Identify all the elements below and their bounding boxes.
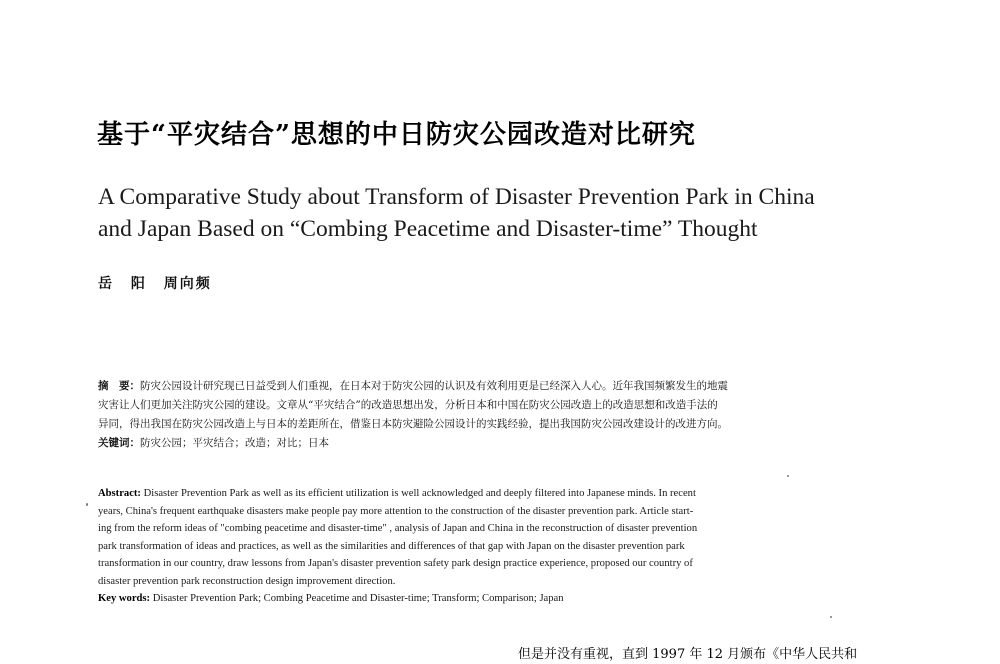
english-keywords-text: Disaster Prevention Park; Combing Peacetime and Disaster-time; Transform; Comparison; Japan: [150, 593, 564, 604]
chinese-abstract-label: 摘 要：: [98, 380, 140, 392]
english-abstract-line: ing from the reform ideas of "combing peacetime and disaster-time" , analysis of Japan and China in the reconstruction of disaster prevention: [98, 523, 698, 534]
chinese-abstract-line: 灾害让人们更加关注防灾公园的建设。文章从“平灾结合”的改造思想出发，分析日本和中国在防灾公园改造上的改造思想和改造手法的: [98, 399, 718, 411]
english-keywords-label: Key words:: [98, 593, 151, 604]
english-abstract: [98, 485, 900, 608]
english-abstract-line: years, China's frequent earthquake disasters make people pay more attention to the construction of the disaster prevention park. Article start-: [98, 505, 694, 517]
chinese-abstract: [98, 377, 900, 453]
scan-speck: [787, 475, 789, 477]
chinese-abstract-text: 防灾公园设计研究现已日益受到人们重视，在日本对于防灾公园的认识及有效利用更是已经深入人心。近年我国频繁发生的地震: [140, 380, 728, 392]
english-title-line-2: and Japan Based on “Combing Peacetime and Disaster-time” Thought: [98, 216, 758, 242]
chinese-title: 基于“平灾结合”思想的中日防灾公园改造对比研究: [97, 120, 696, 150]
scan-speck: [86, 503, 88, 506]
chinese-abstract-line: [98, 377, 900, 396]
english-title-line-1: A Comparative Study about Transform of Disaster Prevention Park in China: [98, 184, 815, 210]
english-title: [98, 181, 918, 245]
english-abstract-text: Disaster Prevention Park as well as its efficient utilization is well acknowledged and deeply filtered into Japanese minds. In recent: [140, 488, 696, 499]
authors: 岳 阳 周向频: [98, 276, 212, 292]
chinese-keywords: [98, 434, 900, 453]
english-abstract-line: [98, 485, 900, 503]
english-abstract-line: transformation in our country, draw lessons from Japan's disaster prevention safety park design practice experience, proposed our country of: [98, 558, 693, 569]
body-text-start: 但是并没有重视，直到 1997 年 12 月颁布《中华人民共和: [518, 647, 858, 662]
english-abstract-line: park transformation of ideas and practices, as well as the similarities and differences of that gap with Japan on the disaster prevention park: [98, 540, 685, 552]
chinese-keywords-label: 关键词：: [98, 437, 140, 449]
english-keywords: [98, 590, 900, 608]
chinese-abstract-line: 异同，得出我国在防灾公园改造上与日本的差距所在，借鉴日本防灾避险公园设计的实践经验，提出我国防灾公园改建设计的改进方向。: [98, 418, 728, 430]
english-abstract-label: Abstract:: [98, 488, 141, 499]
chinese-keywords-text: 防灾公园；平灾结合；改造；对比；日本: [140, 437, 329, 449]
english-abstract-line: disaster prevention park reconstruction design improvement direction.: [98, 575, 396, 587]
scan-speck: [830, 616, 832, 618]
